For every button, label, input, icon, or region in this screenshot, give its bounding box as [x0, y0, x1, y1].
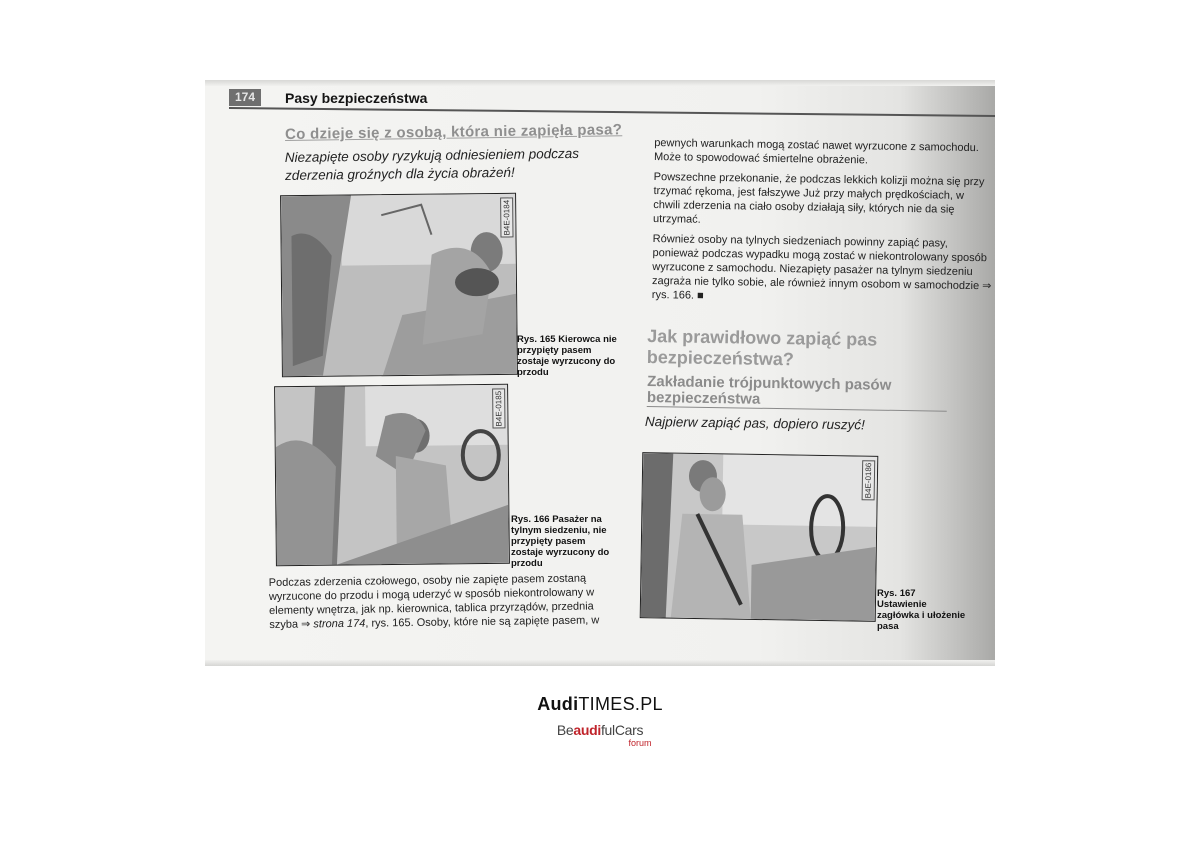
right-paragraph-2: Powszechne przekonanie, że podczas lekkich kolizji można się przy trzymać rękoma, jest fałszywe Już przy małych prędkościach, w chwili zderzenia na ciało osoby działają siły, których nie da się utrzymać. [652, 171, 985, 226]
chapter-title: Pasy bezpieczeństwa [285, 90, 428, 106]
figure-167-headrest-belt [640, 452, 879, 622]
figure-166-rear-passenger [274, 384, 510, 566]
scan-edge-bottom [205, 660, 995, 666]
section-heading: Jak prawidłowo zapiąć pas bezpieczeństwa? [646, 326, 878, 370]
figure-165-driver [280, 193, 518, 377]
left-body-paragraph [269, 571, 620, 632]
figure-code: B4E-0186 [862, 461, 876, 501]
scan-edge-top [205, 80, 995, 86]
header-rule [229, 107, 995, 117]
figure-code: B4E-0184 [500, 198, 513, 238]
section-subheading: Zakładanie trójpunktowych pasów bezpieczeństwa [647, 374, 947, 412]
right-paragraph-1: pewnych warunkach mogą zostać nawet wyrzucone z samochodu. Może to spowodować śmiertelne obrażenie. [653, 137, 979, 167]
logo-fulcars: fulCars [600, 722, 644, 738]
page-number: 174 [229, 89, 261, 106]
figure-166-caption: Rys. 166 Pasażer na tylnym siedzeniu, nie przypięty pasem zostaje wyrzucony do przodu [511, 514, 610, 569]
figure-code: B4E-0185 [492, 389, 505, 429]
beaudifulcars-logo [0, 722, 1200, 738]
logo-be: Be [556, 722, 574, 738]
section-lead: Niezapięte osoby ryzykują odniesieniem podczas zderzenia groźnych dla życia obrażeń! [284, 145, 580, 183]
logo-forum: forum [628, 738, 652, 748]
figure-165-caption: Rys. 165 Kierowca nie przypięty pasem zostaje wyrzucony do przodu [517, 334, 617, 378]
logo-audi: Audi [537, 694, 579, 714]
logo-times: TIMES.PL [578, 694, 663, 714]
section-lead-right: Najpierw zapiąć pas, dopiero ruszyć! [644, 414, 865, 433]
auditimes-logo [0, 694, 1200, 715]
scanned-manual-page [205, 80, 995, 666]
logo-audi-red: audi [573, 722, 601, 738]
section-question-title: Co dzieje się z osobą, która nie zapięła pasa? [284, 121, 623, 143]
page-link[interactable]: strona 174 [313, 617, 366, 631]
right-paragraph-3: Również osoby na tylnych siedzeniach powinny zapiąć pasy, ponieważ podczas wypadku mogą zostać w niekontrolowany sposób wyrzucone z samochodu. Niezapięty pasażer na tylnym siedzeniu zagraża nie tylko sobie, ale również innym osobom w samochodzie ⇒ rys. 166. ■ [651, 232, 992, 302]
figure-167-caption: Rys. 167 Ustawienie zagłówka i ułożenie pasa [877, 588, 966, 632]
right-body [652, 136, 995, 313]
body-pre: Podczas zderzenia czołowego, osoby nie zapięte pasem zostaną wyrzucone do przodu i mogą uderzyć w sposób niekontrolowany w elementy wnętrza, jak np. kierownica, tablica przyrządów, przednia szyba ⇒ [268, 572, 595, 631]
body-post: , rys. 165. Osoby, które nie są zapięte pasem, w [365, 614, 600, 630]
